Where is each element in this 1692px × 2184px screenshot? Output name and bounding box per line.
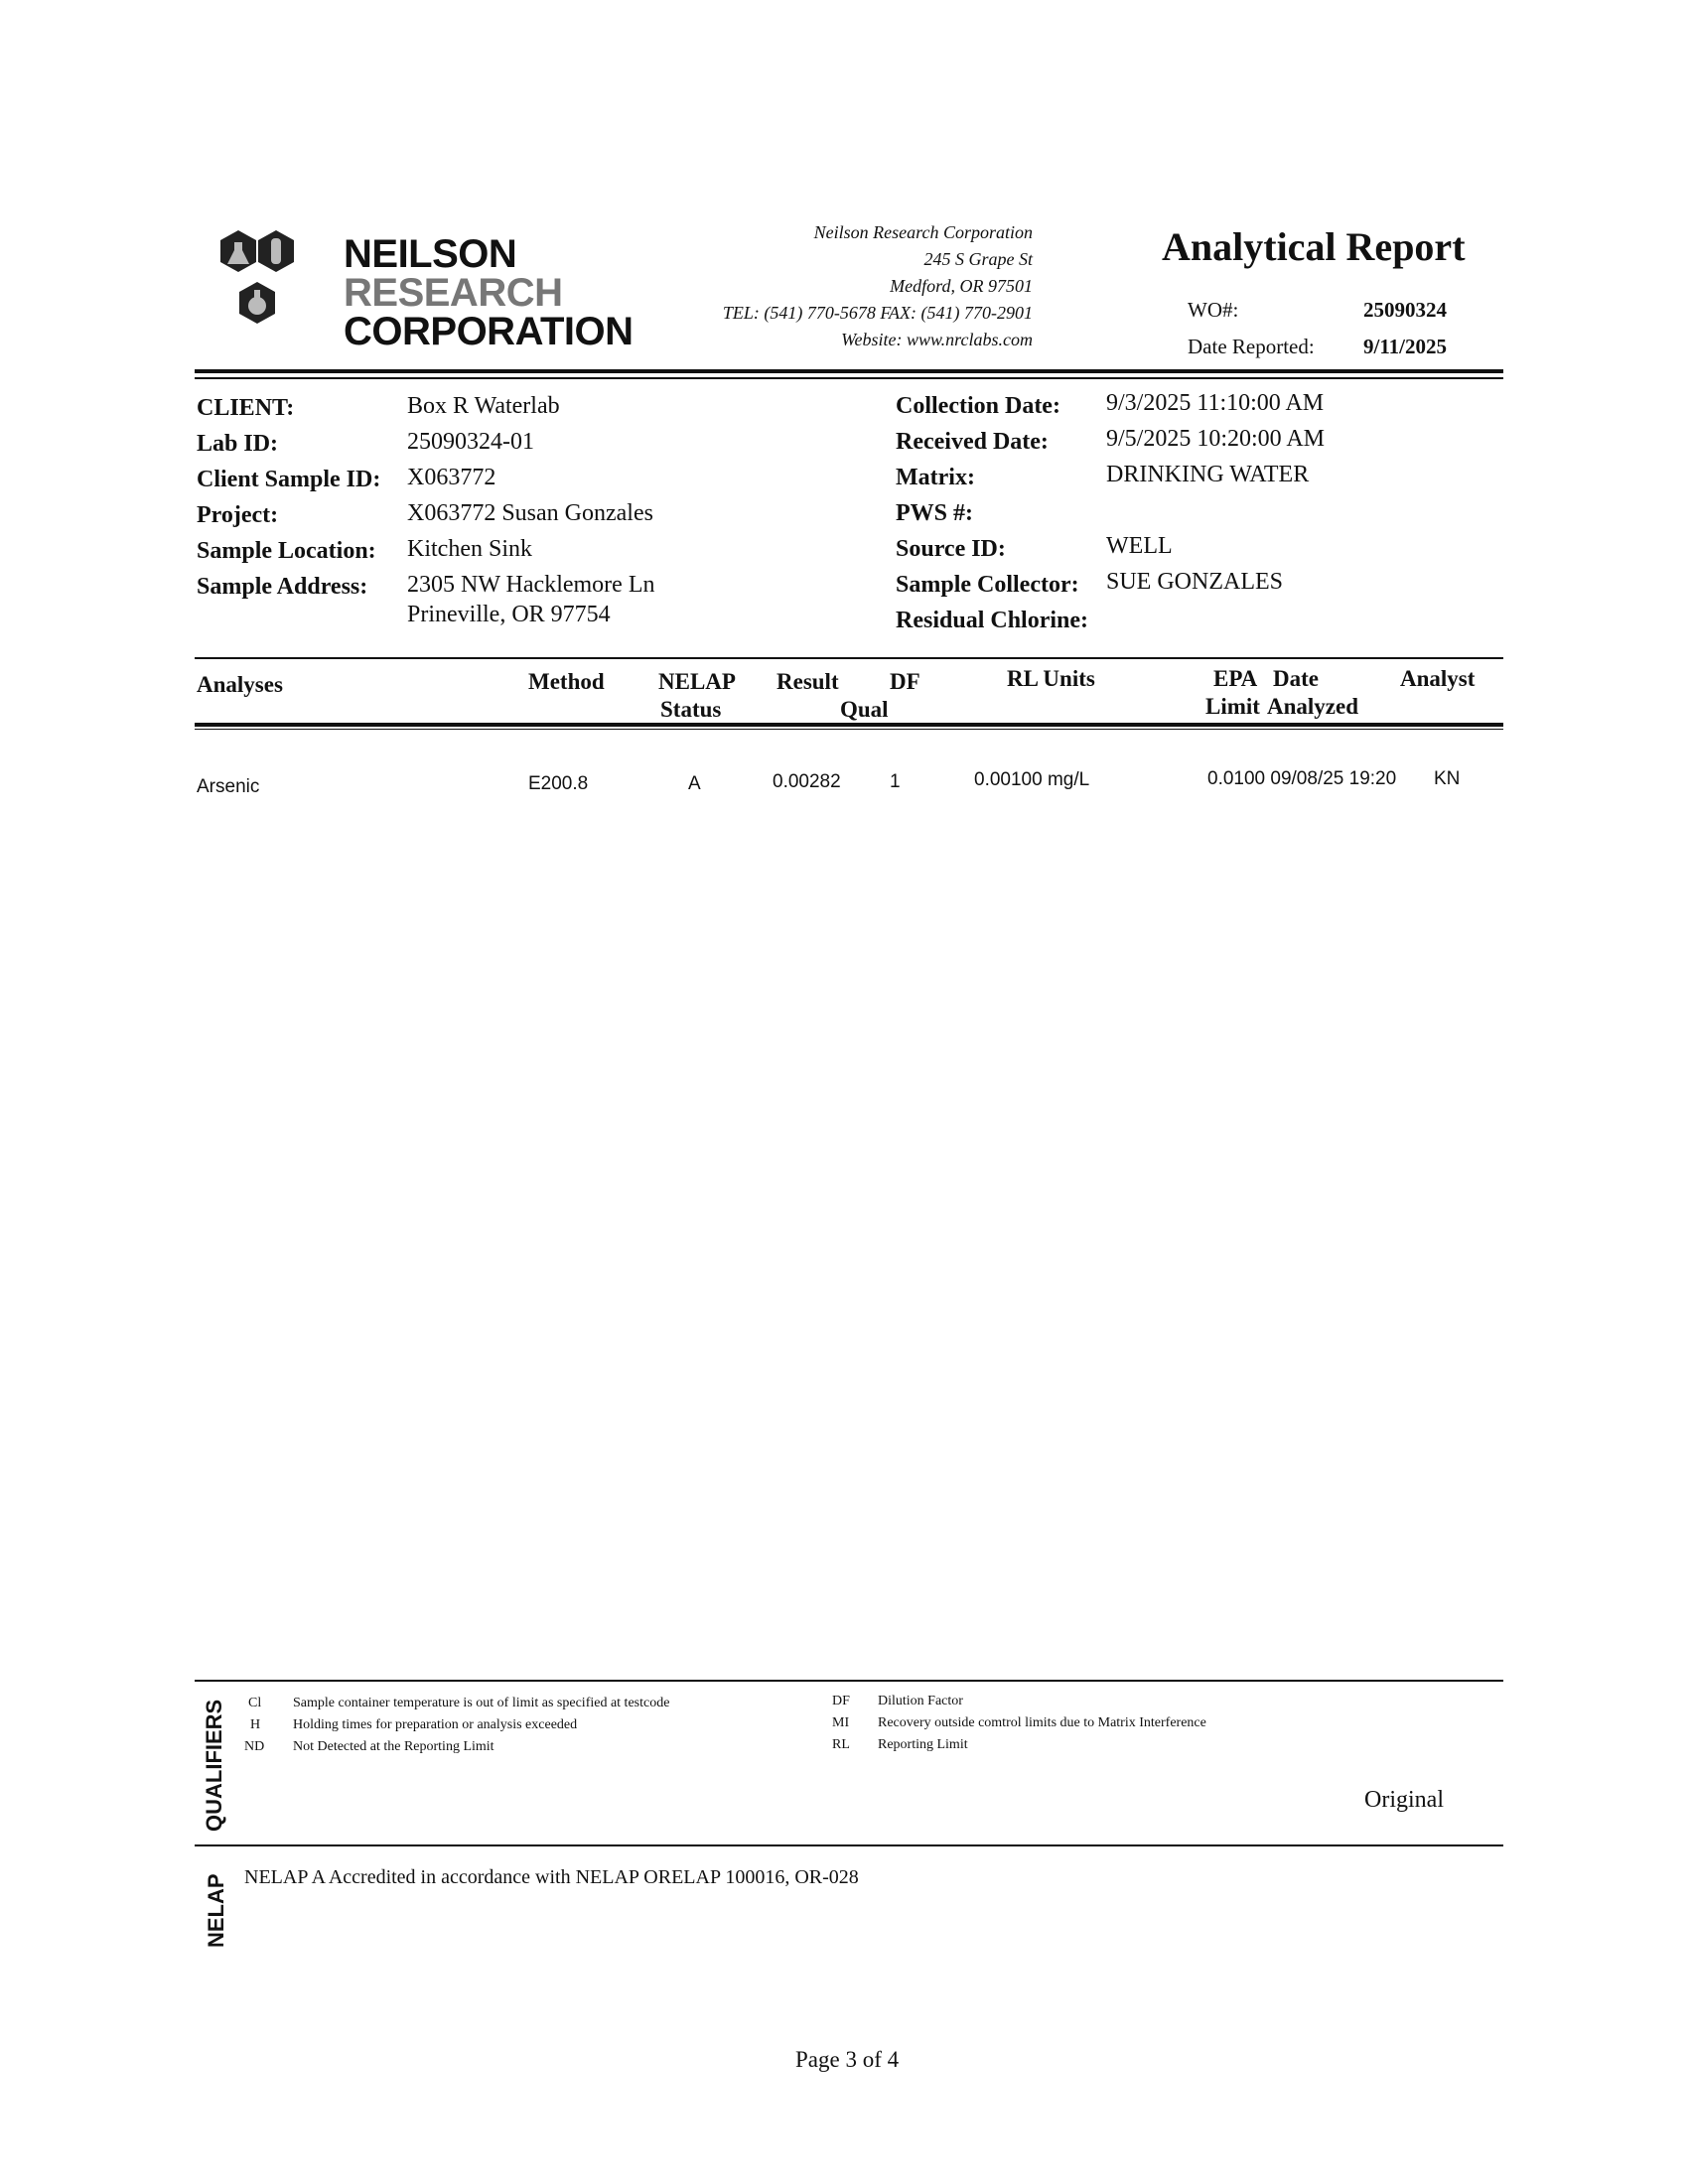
matrix-label: Matrix: xyxy=(896,465,975,490)
cell-analyst: KN xyxy=(1434,768,1461,789)
cell-result: 0.00282 xyxy=(773,771,841,792)
company-logo-icon xyxy=(209,226,328,345)
residual-chlorine-label: Residual Chlorine: xyxy=(896,608,1089,633)
company-website: Website: www.nrclabs.com xyxy=(841,330,1033,349)
qualifier-code-df: DF xyxy=(832,1694,850,1708)
cell-method: E200.8 xyxy=(528,773,589,794)
client-value: Box R Waterlab xyxy=(407,393,560,419)
company-street: 245 S Grape St xyxy=(923,249,1033,269)
header-rl-units: RL Units xyxy=(1007,666,1095,691)
company-phone-fax: TEL: (541) 770-5678 FAX: (541) 770-2901 xyxy=(722,303,1033,323)
sample-address-line-2: Prineville, OR 97754 xyxy=(407,602,611,627)
qualifier-text-nd: Not Detected at the Reporting Limit xyxy=(293,1739,494,1754)
header-epa: EPA xyxy=(1213,666,1258,691)
nelap-accreditation-text: NELAP A Accredited in accordance with NELAP ORELAP 100016, OR-028 xyxy=(244,1866,859,1888)
company-city: Medford, OR 97501 xyxy=(890,276,1033,296)
header-result: Result xyxy=(776,669,839,694)
qualifiers-divider xyxy=(195,1680,1503,1682)
nelap-title: NELAP xyxy=(204,1873,228,1948)
received-date-label: Received Date: xyxy=(896,429,1049,455)
date-reported-label: Date Reported: xyxy=(1188,335,1315,358)
nelap-divider xyxy=(195,1844,1503,1846)
logo-word-research: RESEARCH xyxy=(344,271,563,315)
sample-location-label: Sample Location: xyxy=(197,538,376,564)
lab-id-value: 25090324-01 xyxy=(407,429,534,455)
sample-collector-label: Sample Collector: xyxy=(896,572,1079,598)
logo-word-neilson: NEILSON xyxy=(344,232,517,276)
header-date: Date xyxy=(1273,666,1319,691)
sample-address-line-1: 2305 NW Hacklemore Ln xyxy=(407,572,655,598)
qualifier-text-rl: Reporting Limit xyxy=(878,1737,968,1752)
cell-limit-date: 0.0100 09/08/25 19:20 xyxy=(1207,768,1397,789)
header-df: DF xyxy=(890,669,920,694)
qualifier-text-cl: Sample container temperature is out of limit as specified at testcode xyxy=(293,1696,670,1710)
logo-word-corporation: CORPORATION xyxy=(344,310,634,353)
header-limit: Limit xyxy=(1205,694,1260,719)
wo-label: WO#: xyxy=(1188,298,1239,322)
qualifiers-title: QUALIFIERS xyxy=(202,1699,226,1832)
header-analyzed: Analyzed xyxy=(1267,694,1358,719)
collection-date-label: Collection Date: xyxy=(896,393,1060,419)
sample-collector-value: SUE GONZALES xyxy=(1106,569,1283,595)
sample-location-value: Kitchen Sink xyxy=(407,536,532,562)
source-id-value: WELL xyxy=(1106,533,1173,559)
qualifier-text-df: Dilution Factor xyxy=(878,1694,963,1708)
date-reported: 9/11/2025 xyxy=(1363,335,1448,358)
wo-number: 25090324 xyxy=(1363,298,1447,322)
source-id-label: Source ID: xyxy=(896,536,1006,562)
header-nelap: NELAP xyxy=(658,669,736,694)
client-sample-id-label: Client Sample ID: xyxy=(197,467,381,492)
company-name: Neilson Research Corporation xyxy=(813,222,1033,242)
table-header-divider xyxy=(195,723,1503,727)
project-value: X063772 Susan Gonzales xyxy=(407,500,653,526)
project-label: Project: xyxy=(197,502,279,528)
cell-df: 1 xyxy=(890,771,901,792)
report-status-original: Original xyxy=(1364,1787,1444,1813)
pws-label: PWS #: xyxy=(896,500,973,526)
qualifier-code-rl: RL xyxy=(832,1737,850,1752)
qualifier-code-mi: MI xyxy=(832,1715,850,1730)
report-title: Analytical Report xyxy=(1162,224,1466,269)
table-header-divider-thin xyxy=(195,729,1503,730)
collection-date-value: 9/3/2025 11:10:00 AM xyxy=(1106,390,1325,416)
header-qual: Qual xyxy=(840,697,889,722)
qualifier-text-h: Holding times for preparation or analysis exceeded xyxy=(293,1717,578,1732)
header-analyses: Analyses xyxy=(197,672,283,697)
client-sample-id-value: X063772 xyxy=(407,465,496,490)
cell-nelap: A xyxy=(688,773,701,794)
qualifier-code-nd: ND xyxy=(244,1739,265,1754)
sample-address-label: Sample Address: xyxy=(197,574,368,600)
header-divider-thin xyxy=(195,377,1503,379)
header-status: Status xyxy=(660,697,722,722)
header-analyst: Analyst xyxy=(1400,666,1476,691)
matrix-value: DRINKING WATER xyxy=(1106,462,1310,487)
header-divider xyxy=(195,369,1503,373)
lab-id-label: Lab ID: xyxy=(197,431,279,457)
header-method: Method xyxy=(528,669,605,694)
cell-analysis: Arsenic xyxy=(197,776,260,797)
cell-rl-units: 0.00100 mg/L xyxy=(974,769,1090,790)
qualifier-code-cl: Cl xyxy=(248,1696,262,1710)
qualifier-text-mi: Recovery outside comtrol limits due to Matrix Interference xyxy=(878,1715,1206,1730)
received-date-value: 9/5/2025 10:20:00 AM xyxy=(1106,426,1326,452)
client-label: CLIENT: xyxy=(197,395,295,421)
page-number: Page 3 of 4 xyxy=(795,2047,900,2072)
info-divider xyxy=(195,657,1503,659)
qualifier-code-h: H xyxy=(250,1717,261,1732)
